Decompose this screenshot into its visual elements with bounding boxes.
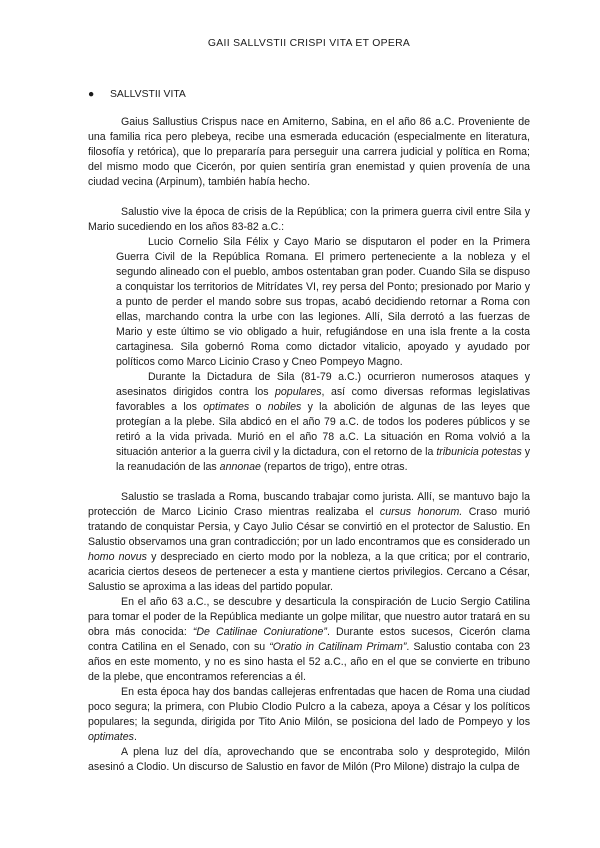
quote-paragraph-2: Durante la Dictadura de Sila (81-79 a.C.) ocurrieron numerosos ataques y asesinatos dirigidos contra los populares, así como diversas reformas legislativas favorables a los optimates o nobiles y la abolición de algunas de las leyes que protegían a la plebe. Sila abdicó en el año 79 a.C. de todos los poderes públicos y se retiró a la vida privada. Murió en el año 78 a.C. La situación en Roma volvió a la situación anterior a la guerra civil y la dictadura, con el retorno de la tribunicia potestas y la reanudación de las annonae (repartos de trigo), entre otras. <box>116 371 530 473</box>
section-heading <box>88 87 530 102</box>
document-title: GAII SALLVSTII CRISPI VITA ET OPERA <box>207 38 411 49</box>
bullet-icon: ● <box>88 89 95 100</box>
paragraph-1: Gaius Sallustius Crispus nace en Amiterno, Sabina, en el año 86 a.C. Proveniente de una familia rica pero plebeya, recibe una esmerada educación (especialmente en literatura, filosofía y retórica), que lo prepararía para perseguir una carrera judicial y política en Roma; del mismo modo que Cicerón, por quien sentiría gran enemistad y quien provenía de una ciudad vecina (Arpinum), también había hecho. <box>88 116 530 188</box>
block-quote <box>116 235 530 475</box>
paragraph-5: En esta época hay dos bandas callejeras enfrentadas que hacen de Roma una ciudad poco segura; la primera, con Plubio Clodio Pulcro a la cabeza, apoya a César y los políticos populares; la segunda, dirigida por Tito Anio Milón, se posiciona del lado de Pompeyo y los optimates. <box>88 686 530 743</box>
paragraph-2: Salustio vive la época de crisis de la República; con la primera guerra civil entre Sila y Mario sucediendo en los años 83-82 a.C.: <box>88 206 530 233</box>
paragraph-6: A plena luz del día, aprovechando que se encontraba solo y desprotegido, Milón asesinó a Clodio. Un discurso de Salustio en favor de Milón (Pro Milone) distrajo la culpa de <box>88 746 530 773</box>
paragraph-4: En el año 63 a.C., se descubre y desarticula la conspiración de Lucio Sergio Catilina para tomar el poder de la República mediante un golpe militar, que nuestro autor tratará en su obra más conocida: “De Catilinae Coniuratione”. Durante estos sucesos, Cicerón clama contra Catilina en el Senado, con su “Oratio in Catilinam Primam”. Salustio contaba con 23 años en este momento, y no es sino hasta el 52 a.C., año en el que se convierte en tribuno de la plebe, que encontramos referencias a él. <box>88 596 531 683</box>
paragraph-3: Salustio se traslada a Roma, buscando trabajar como jurista. Allí, se mantuvo bajo la protección de Marco Licinio Craso mientras realizaba el cursus honorum. Craso murió tratando de conquistar Persia, y Cayo Julio César se convirtió en el protector de Salustio. En Salustio observamos una gran contradicción; por un lado encontramos que es considerado un homo novus y despreciado en cierto modo por la nobleza, a la que critica; por el contrario, acaricia ciertos deseos de pertenecer a esta y mantiene ciertos privilegios. Cercano a César, Salustio se aproxima a las ideas del partido popular. <box>88 491 530 593</box>
section-heading-text: SALLVSTII VITA <box>110 89 186 100</box>
quote-paragraph-1: Lucio Cornelio Sila Félix y Cayo Mario se disputaron el poder en la Primera Guerra Civil de la República Romana. El primero perteneciente a la nobleza y el segundo alineado con el pueblo, ambos ostentaban gran poder. Cuando Sila se dispuso a conquistar los territorios de Mitrídates VI, rey persa del Ponto; presionado por Mario y a punto de perder el mando sobre sus tropas, acabó decidiendo retornar a Roma con ellas, marchando contra la urbe con las legiones. Allí, Sila derrotó a las fuerzas de Mario y este último se vio obligado a huir, refugiándose en una isla frente a la costa cartaginesa. Sila gobernó Roma como dictador vitalicio, apoyado y ayudado por políticos como Marco Licinio Craso y Cneo Pompeyo Magno. <box>116 236 530 368</box>
